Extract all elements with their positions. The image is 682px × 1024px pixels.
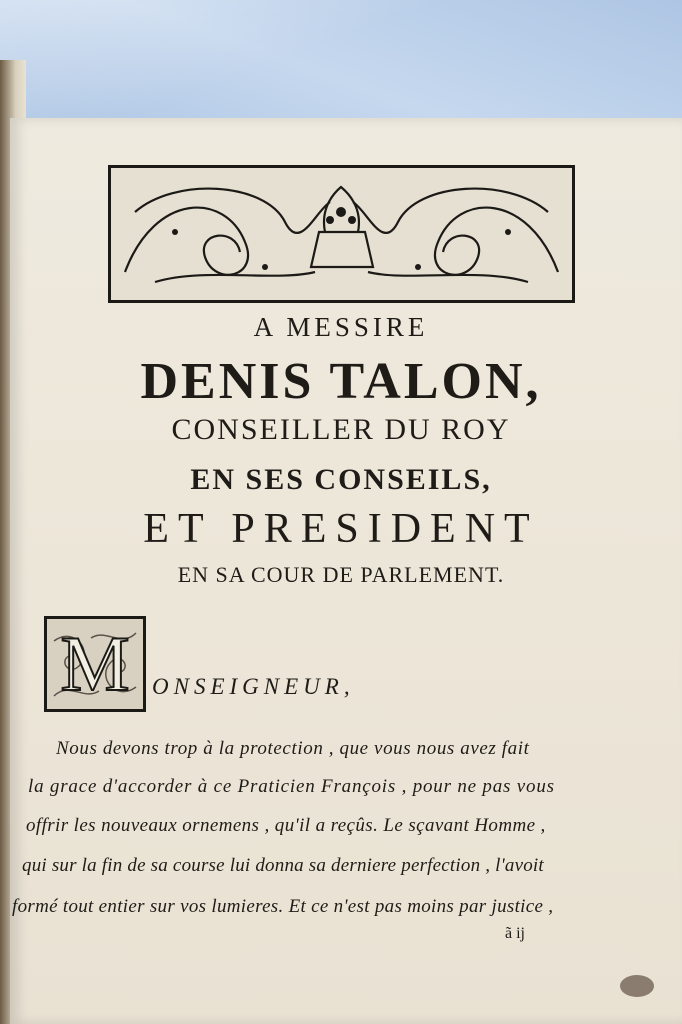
dedication-heading-line-1: A MESSIRE (253, 312, 429, 342)
decorated-initial (44, 616, 146, 712)
signature-mark: ã ij (505, 925, 525, 942)
body-text-line: Nous devons trop à la protection , que vous nous avez fait (56, 738, 530, 759)
body-text-line: formé tout entier sur vos lumieres. Et ce n'est pas moins par justice , (12, 896, 554, 917)
floral-scroll-ornament (115, 172, 568, 296)
dedicatee-name: DENIS TALON, (140, 353, 542, 410)
page-stain (620, 975, 654, 997)
dedication-heading-line-4: EN SES CONSEILS, (190, 463, 492, 496)
body-text-line: la grace d'accorder à ce Praticien François , pour ne pas vous (28, 776, 555, 797)
salutation: ONSEIGNEUR, (152, 674, 355, 699)
ornamental-headpiece (108, 165, 575, 303)
body-text-line: offrir les nouveaux ornemens , qu'il a reçûs. Le sçavant Homme , (26, 815, 546, 836)
initial-letter: M (60, 620, 130, 707)
dedication-heading-line-6: EN SA COUR DE PARLEMENT. (177, 562, 505, 587)
dedication-heading-line-3: CONSEILLER DU ROY (171, 413, 511, 446)
dedication-heading-line-5: ET PRESIDENT (143, 506, 539, 552)
body-text-line: qui sur la fin de sa course lui donna sa derniere perfection , l'avoit (22, 855, 544, 876)
